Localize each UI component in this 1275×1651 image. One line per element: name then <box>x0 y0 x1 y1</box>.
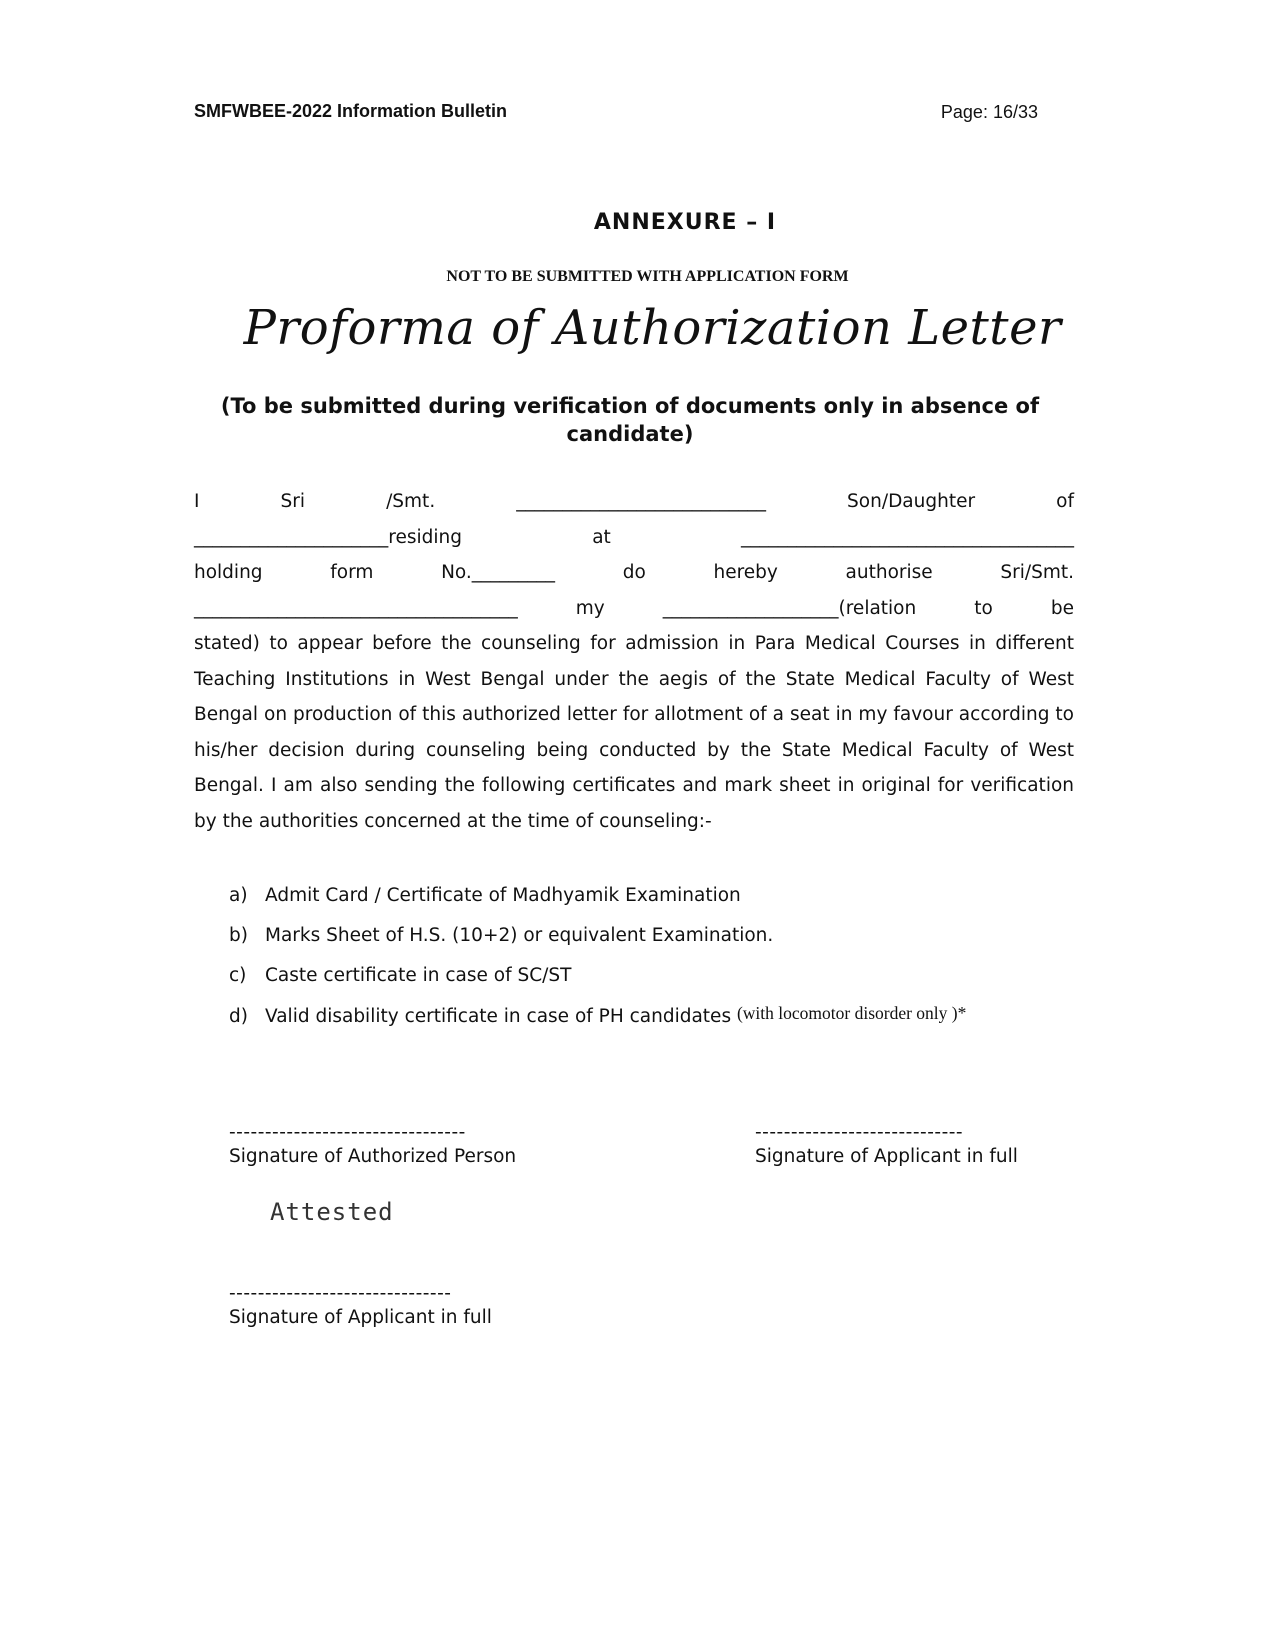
word: Son/Daughter <box>847 491 976 512</box>
word: be <box>1050 597 1074 619</box>
documents-list <box>229 876 966 1036</box>
letter-body <box>194 484 1074 839</box>
signature-line: ----------------------------- <box>755 1122 964 1143</box>
form-line-4 <box>194 591 1074 627</box>
form-line-2 <box>194 520 1074 556</box>
authorization-paragraph: stated) to appear before the counseling for admission in Para Medical Courses in different Teaching Institutions in West Bengal under the aegis of the State Medical Faculty of West Bengal on production of this authorized letter for allotment of a seat in my favour according to his/her decision during counseling being conducted by the State Medical Faculty of West Bengal. I am also sending the following certificates and mark sheet in original for verification by the authorities concerned at the time of counseling:- <box>194 633 1074 832</box>
signature-caption: Signature of Applicant in full <box>755 1146 1018 1167</box>
list-note: (with locomotor disorder only )* <box>736 1003 967 1023</box>
applicant-signature <box>755 1122 1018 1170</box>
address-blank: ____________________________________ <box>741 526 1074 548</box>
signature-line: --------------------------------- <box>229 1122 466 1143</box>
attesting-applicant-signature <box>229 1283 492 1331</box>
notice-heading <box>0 268 1275 286</box>
word: at <box>592 526 611 548</box>
word: form <box>330 562 374 583</box>
form-line-1 <box>194 484 1074 520</box>
list-item <box>229 956 966 996</box>
proforma-title <box>0 300 1275 356</box>
word: /Smt. <box>386 491 436 512</box>
list-item <box>229 876 966 916</box>
annexure-heading <box>0 210 1275 235</box>
word: I <box>194 491 200 512</box>
list-label: d) <box>229 1006 248 1027</box>
list-text: Caste certificate in case of SC/ST <box>265 965 572 986</box>
proforma-title-text: Proforma of Authorization Letter <box>243 300 1062 356</box>
form-number-blank: No._________ <box>441 562 556 583</box>
list-text: Valid disability certificate in case of PH candidates <box>265 1006 732 1027</box>
form-line-3 <box>194 555 1074 591</box>
authorized-person-signature <box>229 1122 516 1170</box>
attested-label: Attested <box>270 1198 394 1226</box>
list-item <box>229 916 966 956</box>
subtitle: (To be submitted during verification of documents only in absence of candidate) <box>220 394 1040 446</box>
word: my <box>575 597 605 619</box>
annexure-text: ANNEXURE – I <box>593 210 777 235</box>
list-item <box>229 996 966 1036</box>
parent-blank: _____________________residing <box>194 526 462 548</box>
page-number: Page: 16/33 <box>940 102 1038 122</box>
word: of <box>1056 491 1074 512</box>
word: Sri/Smt. <box>1000 562 1074 583</box>
list-text: Marks Sheet of H.S. (10+2) or equivalent Examination. <box>265 925 774 946</box>
list-label: a) <box>229 885 248 906</box>
signature-line: ------------------------------- <box>229 1283 452 1304</box>
list-label: c) <box>229 965 247 986</box>
word: authorise <box>845 562 933 583</box>
list-text: Admit Card / Certificate of Madhyamik Examination <box>265 885 741 906</box>
word: holding <box>194 562 263 583</box>
relation-blank: ___________________(relation <box>662 597 917 619</box>
list-label: b) <box>229 925 248 946</box>
bulletin-title: SMFWBEE-2022 Information Bulletin <box>194 101 508 121</box>
word: do <box>622 562 646 583</box>
signature-caption: Signature of Authorized Person <box>229 1146 517 1167</box>
signature-caption: Signature of Applicant in full <box>229 1307 492 1328</box>
notice-text: NOT TO BE SUBMITTED WITH APPLICATION FORM <box>446 268 849 285</box>
word: hereby <box>713 562 778 583</box>
word: to <box>974 597 993 619</box>
word: Sri <box>280 491 306 512</box>
authorised-name-blank: ___________________________________ <box>194 597 518 619</box>
name-blank: ___________________________ <box>516 491 766 512</box>
